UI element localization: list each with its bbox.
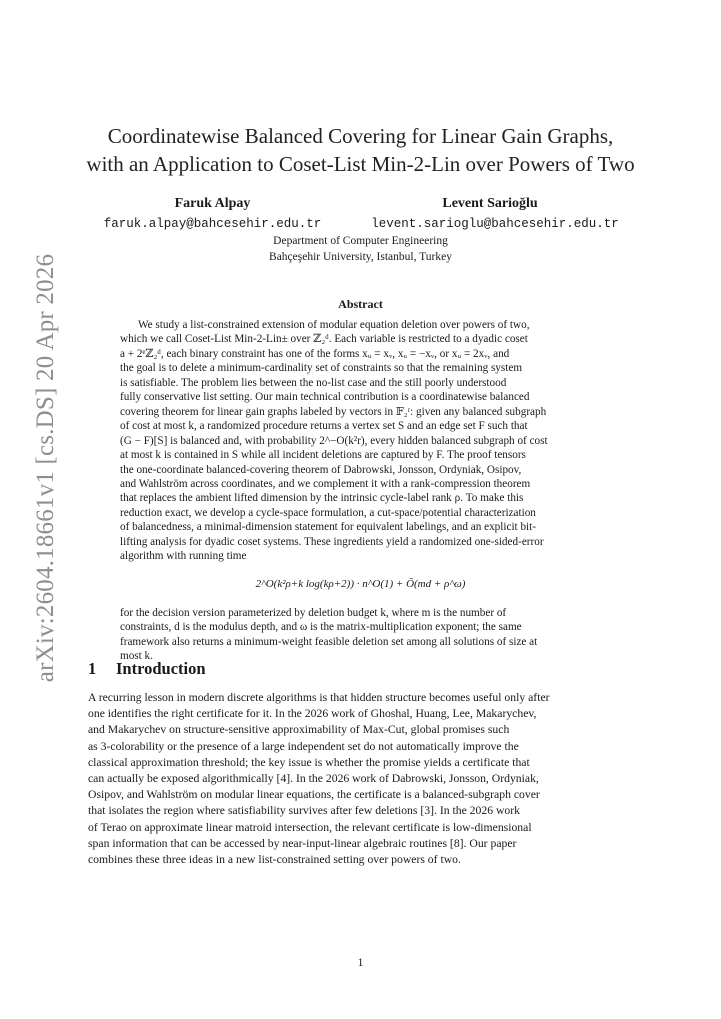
intro-line: classical approximation threshold; the key issue is whether the promise yields a certificate that — [88, 755, 530, 769]
introduction-body — [88, 690, 633, 868]
author-email[interactable]: levent.sarioglu@bahcesehir.edu.tr — [371, 217, 619, 231]
paper-title — [0, 122, 721, 178]
abstract-line: We study a list-constrained extension of modular equation deletion over powers of two, — [138, 319, 530, 331]
intro-line: of Terao on approximate linear matroid intersection, the relevant certificate is low-dimensional — [88, 820, 532, 834]
abstract-body — [120, 318, 601, 564]
author-email-block-1 — [60, 213, 365, 233]
abstract-tail-line: framework also returns a minimum-weight feasible deletion set among all solutions of size at — [120, 635, 538, 648]
section-heading — [88, 659, 206, 679]
arxiv-identifier: arXiv:2604.18661v1 [cs.DS] 20 Apr 2026 — [32, 253, 59, 683]
affiliation — [0, 233, 721, 265]
intro-line: combines these three ideas in a new list-constrained setting over powers of two. — [88, 853, 461, 867]
abstract-line: of balancedness, a minimal-dimension statement for equivalent labelings, and an explicit bit- — [120, 521, 536, 534]
abstract-line: at most k is contained in S while all incident deletions are captured by F. The proof tensors — [120, 449, 526, 462]
page-number: 1 — [357, 957, 364, 969]
intro-line: A recurring lesson in modern discrete algorithms is that hidden structure becomes useful only after — [88, 691, 550, 704]
intro-line: one identifies the right certificate for it. In the 2026 work of Ghoshal, Huang, Lee, Makarychev, — [88, 707, 537, 721]
abstract-line: and Wahlström across coordinates, and we complement it with a rank-compression theorem — [120, 477, 531, 490]
author-name: Faruk Alpay — [174, 196, 251, 211]
author-name: Levent Sarioğlu — [442, 196, 538, 211]
title-line-1: Coordinatewise Balanced Covering for Linear Gain Graphs, — [107, 124, 614, 148]
author-block-1 — [160, 195, 265, 213]
abstract-line: is satisfiable. The problem lies between the no-list case and the still poorly understood — [120, 376, 507, 389]
affiliation-department: Department of Computer Engineering — [273, 235, 448, 247]
running-time-equation: 2^O(k²ρ+k log(kρ+2)) · n^O(1) + Õ(md + ρ^ω) — [255, 578, 466, 590]
intro-line: Osipov, and Wahlström on modular linear equations, the certificate is a balanced-subgraph cover — [88, 788, 540, 802]
abstract-tail-line: most k. — [120, 650, 153, 663]
section-number: 1 — [88, 659, 97, 678]
abstract-line: which we call Coset-List Min-2-Lin± over ℤ₂ᵈ. Each variable is restricted to a dyadic coset — [120, 333, 528, 346]
intro-line: span information that can be accessed by near-input-linear algebraic routines [8]. Our paper — [88, 836, 517, 850]
intro-line: and Makarychev on structure-sensitive approximability of Max-Cut, global promises such — [88, 723, 510, 737]
abstract-tail — [120, 606, 601, 664]
author-email[interactable]: faruk.alpay@bahcesehir.edu.tr — [103, 217, 322, 231]
intro-line: can actually be exposed algorithmically [4]. In the 2026 work of Dabrowski, Jonsson, Ordyniak, — [88, 772, 539, 786]
abstract-line: the goal is to delete a minimum-cardinality set of constraints so that the remaining system — [120, 362, 523, 375]
abstract-line: (G − F)[S] is balanced and, with probability 2^−O(k²r), every hidden balanced subgraph of cost — [120, 434, 548, 447]
abstract-line: algorithm with running time — [120, 550, 247, 563]
abstract-line: that replaces the ambient lifted dimension by the intrinsic cycle-label rank ρ. To make this — [120, 492, 524, 505]
title-line-2: with an Application to Coset-List Min-2-Lin over Powers of Two — [86, 152, 635, 176]
author-email-block-2 — [345, 213, 645, 233]
section-title: Introduction — [116, 659, 206, 678]
abstract-line: the one-coordinate balanced-covering theorem of Dabrowski, Jonsson, Ordyniak, Osipov, — [120, 463, 522, 476]
abstract-heading: Abstract — [338, 297, 383, 311]
abstract-line: a + 2ᵉℤ₂ᵈ, each binary constraint has one of the forms xᵤ = xᵥ, xᵤ = −xᵥ, or xᵤ = 2xᵥ, and — [120, 347, 510, 360]
abstract-line: reduction exact, we develop a cycle-space formulation, a cut-space/potential characterization — [120, 506, 536, 519]
affiliation-university: Bahçeşehir University, Istanbul, Turkey — [269, 251, 452, 263]
abstract-line: covering theorem for linear gain graphs labeled by vectors in 𝔽₂ʳ: given any balanced subgraph — [120, 405, 547, 418]
abstract-tail-line: for the decision version parameterized by deletion budget k, where m is the number of — [120, 607, 507, 619]
intro-line: as 3-colorability or the presence of a large independent set do not automatically improve the — [88, 739, 519, 753]
intro-line: that isolates the region where satisfiability survives after few deletions [3]. In the 2026 work — [88, 804, 520, 818]
abstract-line: lifting analysis for dyadic coset systems. These ingredients yield a randomized one-sided-error — [120, 535, 544, 548]
abstract-tail-line: constraints, d is the modulus depth, and ω is the matrix-multiplication exponent; the same — [120, 621, 522, 634]
abstract-line: fully conservative list setting. Our main technical contribution is a coordinatewise balanced — [120, 391, 530, 404]
author-block-2 — [420, 195, 560, 213]
abstract-line: of cost at most k, a randomized procedure returns a vertex set S and an edge set F such that — [120, 420, 528, 433]
